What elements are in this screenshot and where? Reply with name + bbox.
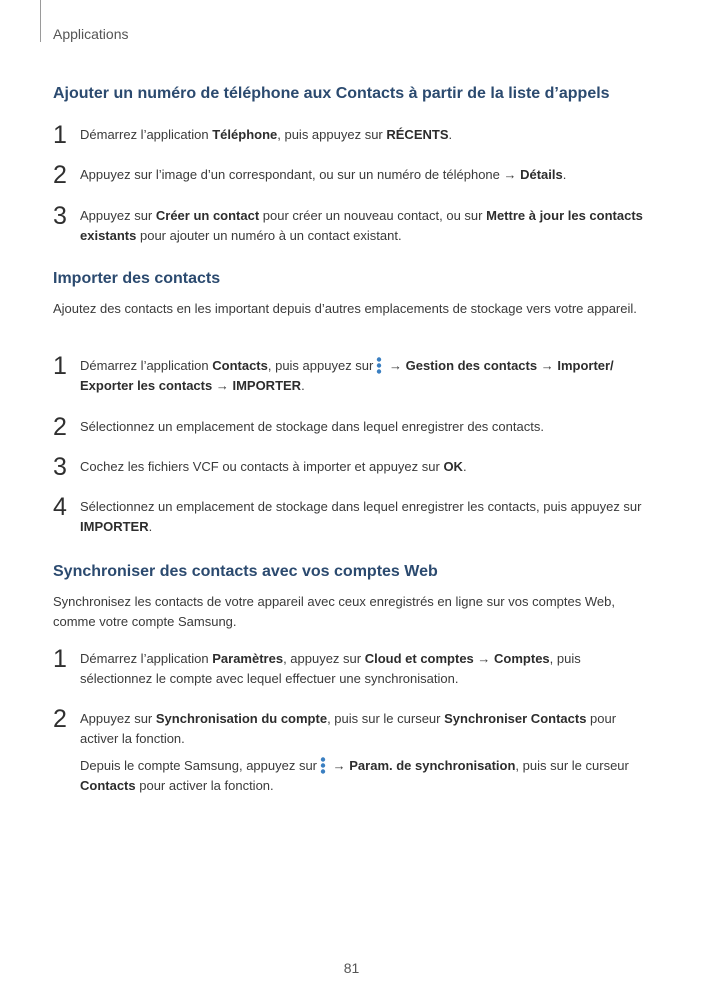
header-corner-rule [40,0,41,42]
more-options-icon [320,757,326,774]
step-text: Démarrez l’application Contacts, puis appuyez sur → Gestion des contacts → Importer/ Exporter les contacts → IMPORTER. [80,358,614,393]
step-text: Démarrez l’application Téléphone, puis appuyez sur RÉCENTS. [80,127,453,142]
step-3-import [53,453,653,481]
section-title-import: Importer des contacts [53,270,221,287]
step-number: 1 [53,645,67,673]
step-text: Appuyez sur Synchronisation du compte, puis sur le curseur Synchroniser Contacts pour activer la fonction. [80,711,617,746]
section-title-add-number: Ajouter un numéro de téléphone aux Contacts à partir de la liste d’appels [53,85,610,102]
more-options-icon [376,357,382,374]
section-intro-sync: Synchronisez les contacts de votre appareil avec ceux enregistrés en ligne sur vos comptes Web, comme votre compte Samsung. [53,594,615,629]
step-2-add-number [53,161,653,189]
section-title-sync: Synchroniser des contacts avec vos comptes Web [53,563,438,580]
step-3-add-number [53,202,653,246]
step-text: Démarrez l’application Paramètres, appuyez sur Cloud et comptes → Comptes, puis sélectionnez le compte avec lequel effectuer une synchronisation. [80,651,581,686]
step-text: Appuyez sur l’image d’un correspondant, ou sur un numéro de téléphone → Détails. [80,167,567,182]
step-2-import [53,413,653,441]
step-number: 2 [53,413,67,441]
step-text: Cochez les fichiers VCF ou contacts à importer et appuyez sur OK. [80,459,467,474]
step-number: 1 [53,121,67,149]
step-2-sync [53,705,653,749]
sync-note: Depuis le compte Samsung, appuyez sur → Param. de synchronisation, puis sur le curseur Contacts pour activer la fonction. [80,758,629,793]
step-number: 2 [53,161,67,189]
step-1-import [53,352,653,396]
step-text: Sélectionnez un emplacement de stockage dans lequel enregistrer les contacts, puis appuyez sur IMPORTER. [80,499,642,534]
step-text: Appuyez sur Créer un contact pour créer un nouveau contact, ou sur Mettre à jour les contacts existants pour ajouter un numéro à un contact existant. [80,208,643,243]
step-4-import [53,493,653,537]
header-label: Applications [53,26,129,42]
step-number: 1 [53,352,67,380]
step-number: 3 [53,202,67,230]
step-number: 3 [53,453,67,481]
page-number: 81 [343,960,360,976]
step-number: 4 [53,493,67,521]
step-number: 2 [53,705,67,733]
step-1-sync [53,645,653,689]
step-text: Sélectionnez un emplacement de stockage dans lequel enregistrer des contacts. [80,419,544,434]
section-intro-import: Ajoutez des contacts en les important depuis d’autres emplacements de stockage vers votre appareil. [53,301,637,316]
step-1-add-number [53,121,653,149]
